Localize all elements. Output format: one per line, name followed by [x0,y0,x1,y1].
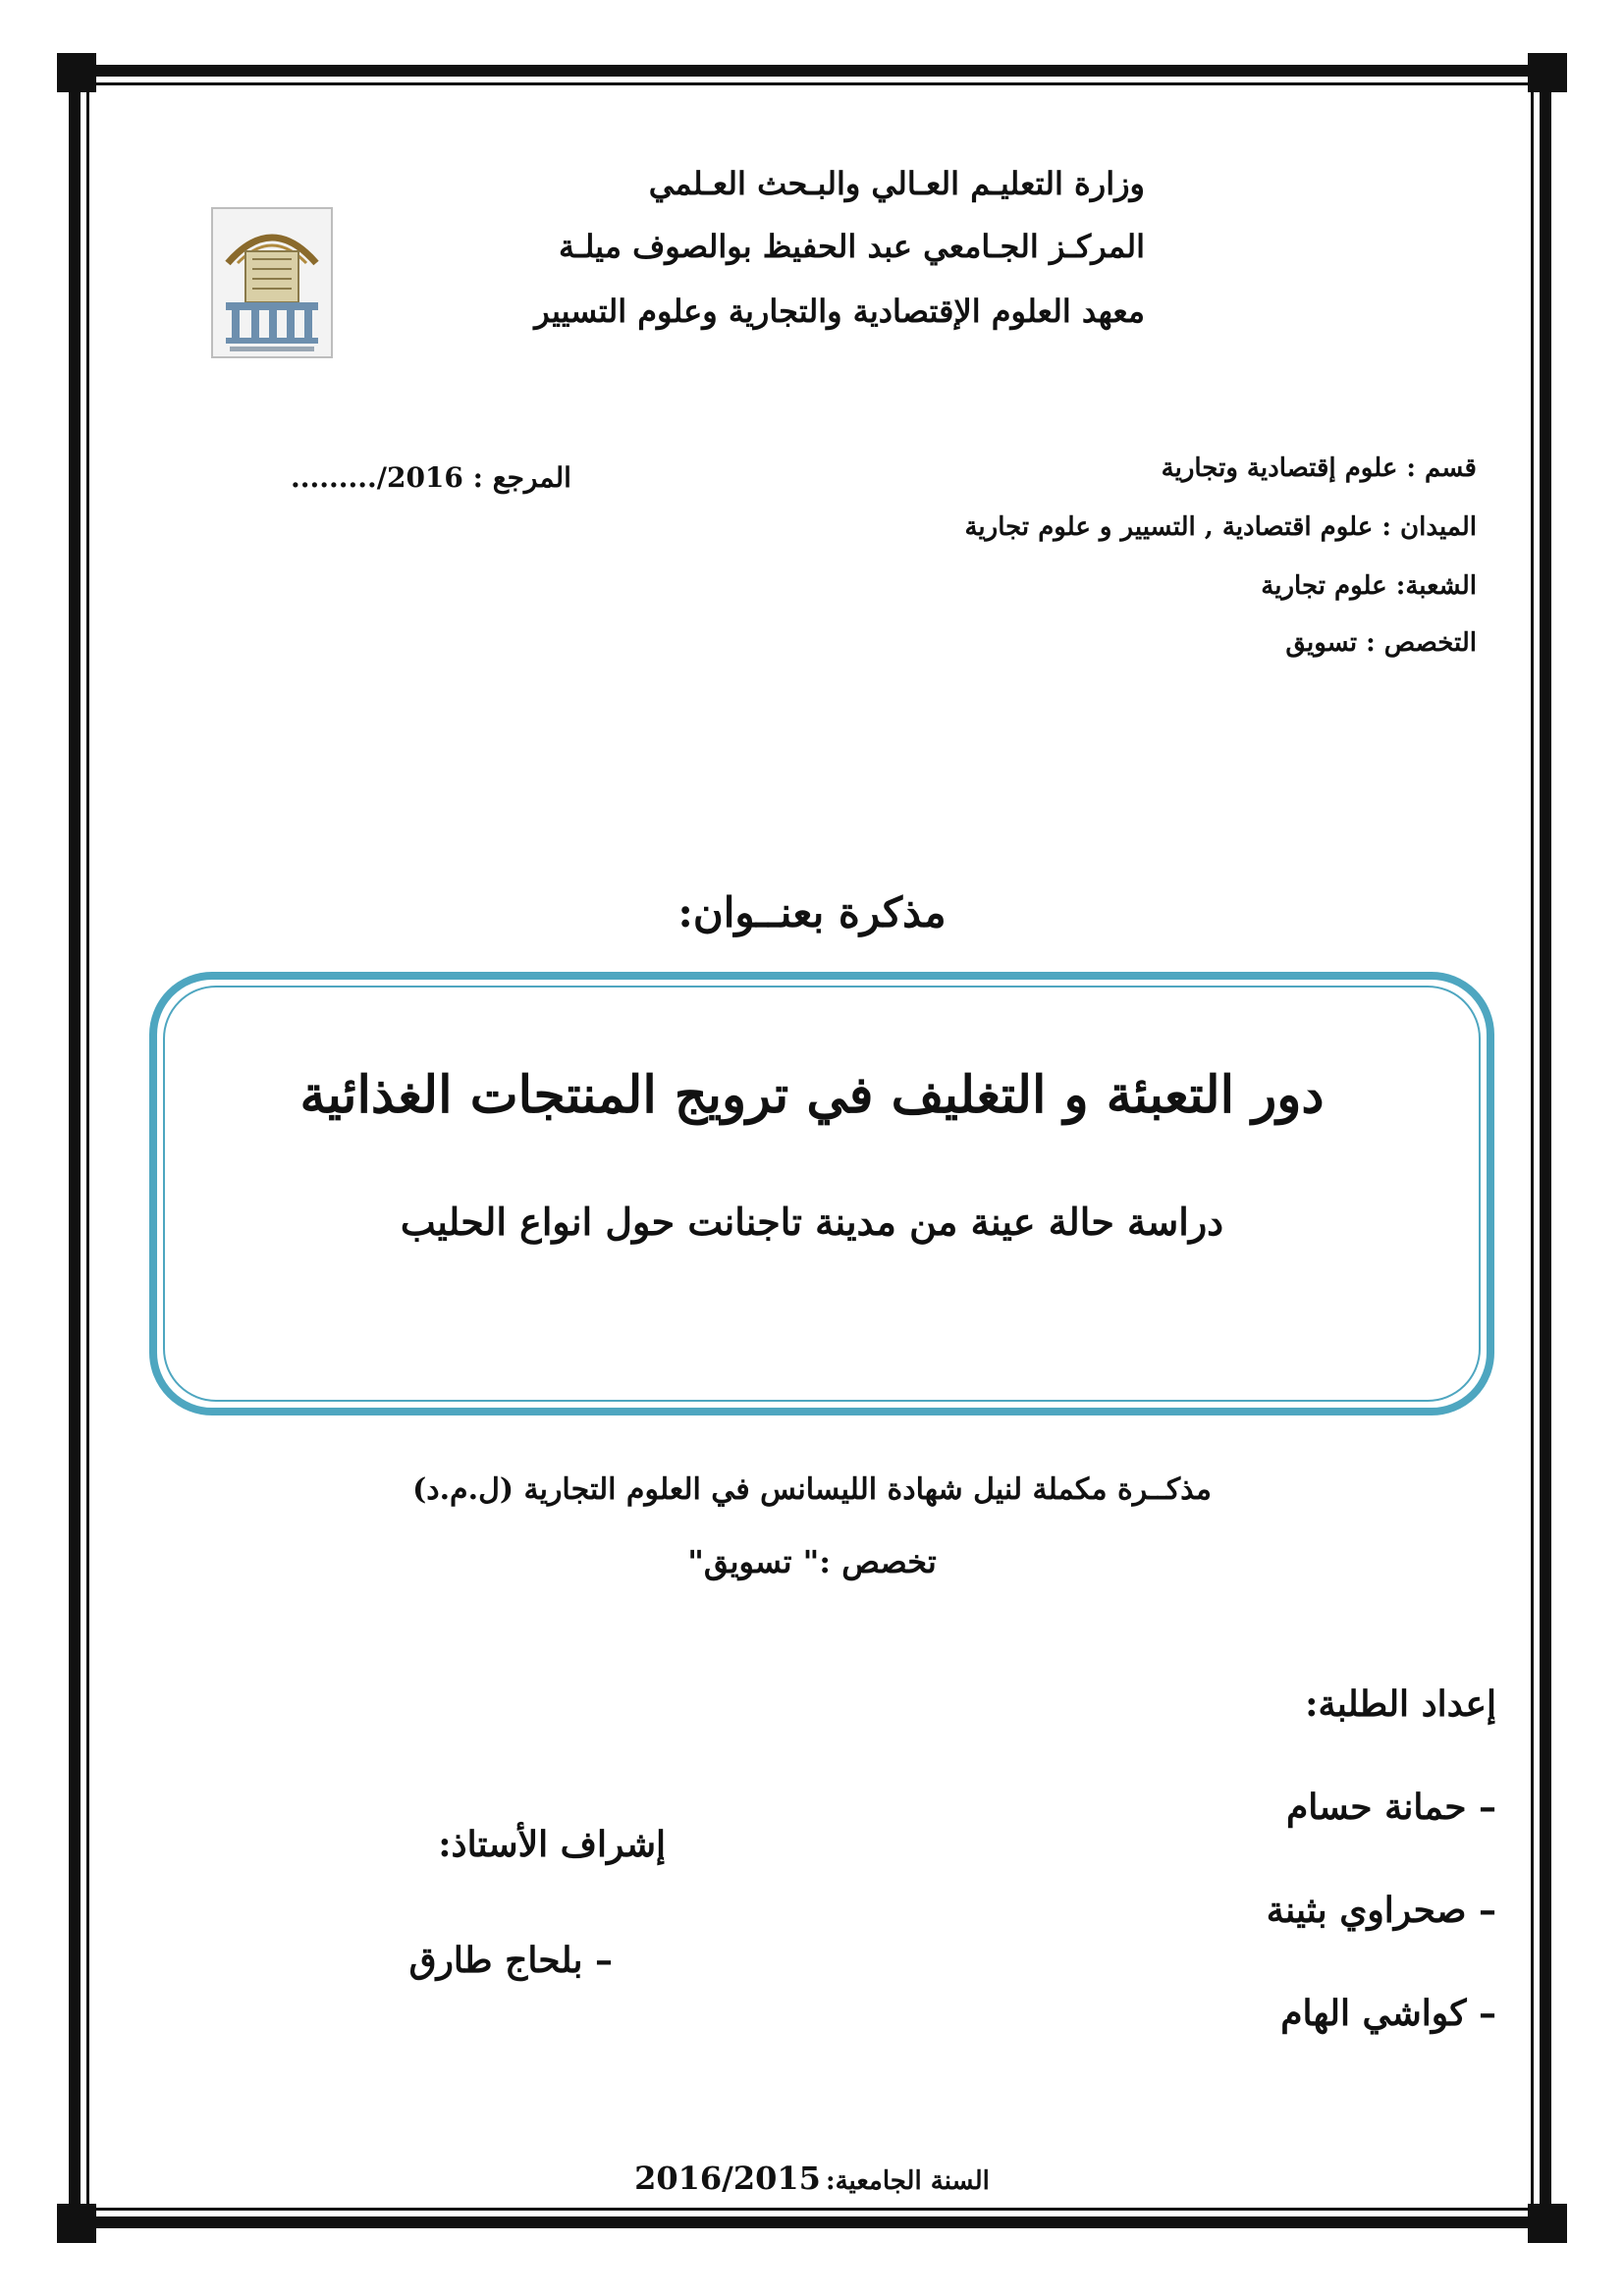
reference [291,461,571,494]
reference-label: المرجع : [472,461,571,494]
academic-year-label: السنة الجامعية: [826,2166,990,2196]
student-name: – صحراوي بثينة [1266,1890,1496,1931]
university-logo [208,204,336,361]
center-name: المركـز الجـامعي عبد الحفيظ بوالصوف ميلـة [559,228,1145,265]
students-label: إعداد الطلبة: [1305,1683,1496,1725]
frame-corner-bottom-right [1528,2204,1567,2243]
memo-description: مذكــرة مكملة لنيل شهادة الليسانس في العلوم التجارية (ل.م.د) [412,1472,1212,1507]
frame-corner-top-right [1528,53,1567,92]
student-name: – حمانة حسام [1285,1787,1496,1828]
memo-heading: مذكرة بعنــوان: [677,888,947,936]
supervisor-label: إشراف الأستاذ: [438,1824,666,1865]
reference-value: ........./2016 [291,461,463,494]
memo-specialization: تخصص :" تسويق" [687,1543,937,1580]
academic-year [0,2160,1624,2197]
field-line: الميدان : علوم اقتصادية , التسيير و علوم تجارية [964,512,1477,542]
student-name: – كواشي الهام [1280,1993,1496,2034]
ministry-name: وزارة التعليـم العـالي والبـحث العـلمي [648,165,1145,202]
institute-name: معهد العلوم الإقتصادية والتجارية وعلوم التسيير [534,293,1145,330]
branch-line: الشعبة: علوم تجارية [1261,571,1477,601]
academic-year-value: 2016/2015 [634,2160,821,2197]
frame-corner-bottom-left [57,2204,96,2243]
department-line: قسم : علوم إقتصادية وتجارية [1161,454,1477,483]
memo-subtitle: دراسة حالة عينة من مدينة تاجنانت حول انواع الحليب [400,1200,1224,1244]
supervisor-name: – بلحاج طارق [408,1940,613,1981]
title-box-inner-border [163,986,1481,1402]
specialty-line: التخصص : تسويق [1285,628,1477,658]
memo-title: دور التعبئة و التغليف في ترويج المنتجات الغذائية [299,1065,1325,1125]
frame-corner-top-left [57,53,96,92]
